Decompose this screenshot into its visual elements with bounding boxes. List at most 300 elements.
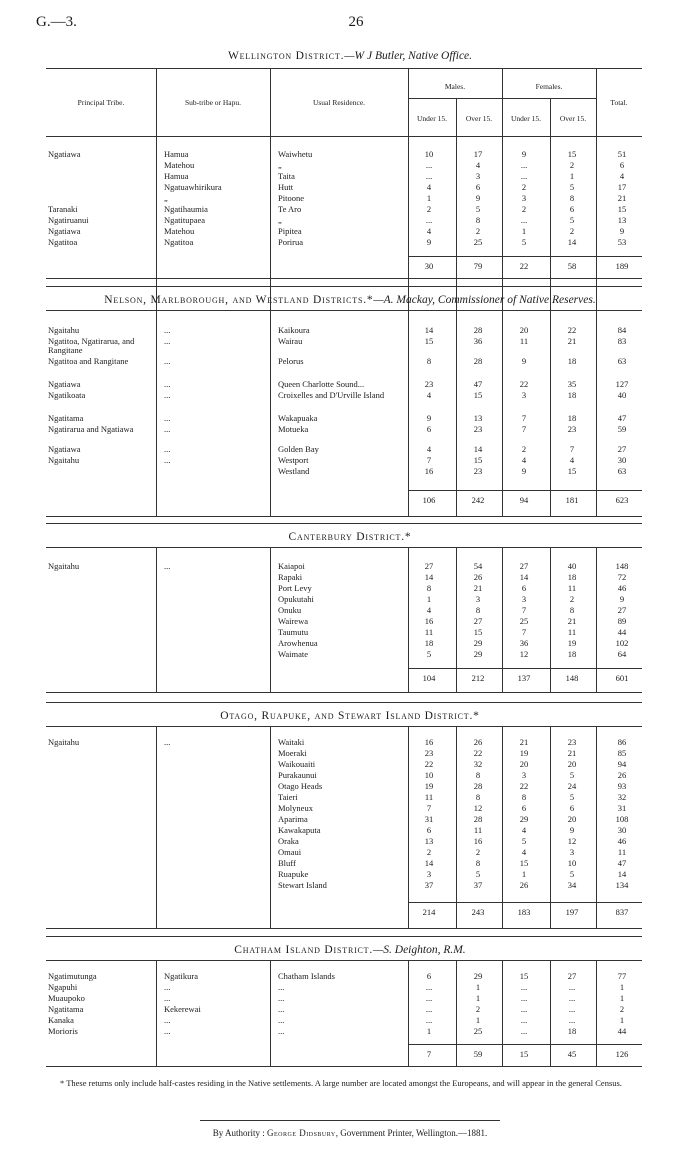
residence-cell: Westport: [278, 455, 309, 465]
females-under15-cell: 2: [521, 182, 527, 192]
females-over15-cell: 15: [567, 149, 577, 159]
females-under15-cell: 8: [521, 792, 527, 802]
females-over15-cell: 35: [567, 379, 577, 389]
females-under15-cell: 3: [521, 193, 527, 203]
residence-cell: Purakaunui: [278, 770, 317, 780]
hapu-cell: ...: [164, 325, 171, 335]
males-over15-cell: 6: [475, 182, 481, 192]
males-over15-cell: 29: [473, 971, 483, 981]
total-cell: 15: [617, 204, 627, 214]
residence-cell: Waimate: [278, 649, 308, 659]
table-row: [46, 205, 642, 214]
table-row: [46, 870, 642, 879]
residence-cell: Queen Charlotte Sound...: [278, 379, 365, 389]
males-under15-cell: 11: [424, 627, 434, 637]
males-under15-cell: 8: [426, 356, 432, 366]
males-under15-cell: 10: [424, 149, 434, 159]
total-cell: 85: [617, 748, 627, 758]
total-cell: 6: [619, 160, 625, 170]
section-title-wellington: Wellington District.—W J Butler, Native Office.: [227, 50, 473, 62]
males-over15-cell: 28: [473, 781, 483, 791]
table-row: [46, 782, 642, 791]
males-under15-cell: 31: [424, 814, 434, 824]
col-total: Total.: [610, 98, 628, 107]
females-over15-cell: 27: [567, 971, 577, 981]
hapu-cell: ...: [164, 413, 171, 423]
section-district: Chatham Island District.: [234, 944, 374, 956]
col-hapu: Sub-tribe or Hapu.: [184, 98, 242, 107]
table-row: [46, 595, 642, 604]
females-over15-cell: 18: [567, 413, 577, 423]
residence-cell: Oraka: [278, 836, 299, 846]
residence-cell: Taumutu: [278, 627, 309, 637]
males-over15-cell: 1: [475, 993, 481, 1003]
males-over15-cell: 1: [475, 982, 481, 992]
residence-cell: Wakapuaka: [278, 413, 318, 423]
hapu-cell: ...: [164, 993, 171, 1003]
residence-cell: ...: [278, 982, 285, 992]
table-row: [46, 826, 642, 835]
females-over15-cell: 12: [567, 836, 577, 846]
hapu-cell: ...: [164, 561, 171, 571]
residence-cell: Hutt: [278, 182, 294, 192]
table-row: [46, 628, 642, 637]
females-under15-cell: 27: [519, 561, 529, 571]
males-under15-cell: 23: [424, 379, 434, 389]
males-over15-cell: 2: [475, 847, 481, 857]
total-cell: 27: [617, 605, 627, 615]
males-under15-cell: 16: [424, 466, 434, 476]
total-cell: 26: [617, 770, 627, 780]
col-females: Females.: [535, 82, 563, 91]
females-under15-cell: 22: [519, 379, 529, 389]
females-under15-cell: 2: [521, 204, 527, 214]
total-cell: 108: [615, 814, 629, 824]
females-over15-cell: 9: [569, 825, 575, 835]
females-over15-cell: 20: [567, 814, 577, 824]
females-under15-cell: 15: [519, 858, 529, 868]
tribe-cell: Ngatitoa and Rangitane: [48, 356, 129, 366]
col-females-over15: Over 15.: [559, 114, 587, 123]
males-under15-cell: 1: [426, 193, 432, 203]
total-cell: 86: [617, 737, 627, 747]
table-row: [46, 227, 642, 236]
tribe-cell: Taranaki: [48, 204, 78, 214]
table-row: [46, 793, 642, 802]
females-over15-cell: 20: [567, 759, 577, 769]
hapu-cell: ...: [164, 455, 171, 465]
table-row: [46, 1027, 642, 1036]
males-under15-cell: 6: [426, 825, 432, 835]
females-under15-cell: ...: [520, 1004, 528, 1014]
table-row: [46, 1016, 642, 1025]
total-cell: 1: [619, 993, 625, 1003]
total-cell: 14: [617, 869, 627, 879]
tribe-cell: Ngatitoa: [48, 237, 78, 247]
table-row: [46, 650, 642, 659]
females-under15-cell: ...: [520, 1026, 528, 1036]
residence-cell: Motueka: [278, 424, 309, 434]
page-number: 26: [348, 14, 364, 30]
totals-row: [46, 1050, 642, 1059]
females-under15-cell: 19: [519, 748, 529, 758]
hapu-cell: ...: [164, 379, 171, 389]
males-over15-cell: 25: [473, 1026, 483, 1036]
table-row: [46, 639, 642, 648]
males-under15-cell: 7: [426, 803, 432, 813]
tribe-cell: Ngatiawa: [48, 379, 81, 389]
col-females-under15: Under 15.: [511, 114, 541, 123]
males-over15-total: 79: [473, 261, 483, 271]
table-row: [46, 606, 642, 615]
females-over15-cell: 8: [569, 193, 575, 203]
table-row: [46, 804, 642, 813]
residence-cell: Ruapuke: [278, 869, 309, 879]
residence-cell: Chatham Islands: [278, 971, 335, 981]
males-under15-cell: 1: [426, 594, 432, 604]
grand-total: 189: [615, 261, 629, 271]
males-over15-cell: 15: [473, 455, 483, 465]
females-under15-cell: ...: [520, 982, 528, 992]
males-over15-cell: 4: [475, 160, 481, 170]
females-under15-cell: 36: [519, 638, 529, 648]
total-cell: 94: [617, 759, 627, 769]
females-over15-cell: 6: [569, 204, 575, 214]
females-over15-cell: 14: [567, 237, 577, 247]
table-row: [46, 425, 642, 445]
females-under15-cell: 2: [521, 444, 527, 454]
total-cell: 53: [617, 237, 627, 247]
females-under15-cell: 7: [521, 627, 527, 637]
residence-cell: Port Levy: [278, 583, 312, 593]
females-over15-total: 45: [567, 1049, 577, 1059]
table-row: [46, 760, 642, 769]
females-under15-cell: 9: [521, 466, 527, 476]
residence-cell: Rapaki: [278, 572, 303, 582]
males-under15-cell: 11: [424, 792, 434, 802]
residence-cell: Arowhenua: [278, 638, 318, 648]
hapu-cell: ...: [164, 424, 171, 434]
total-cell: 30: [617, 825, 627, 835]
residence-cell: Stewart Island: [278, 880, 327, 890]
females-under15-total: 15: [519, 1049, 529, 1059]
section-title: [30, 710, 670, 722]
residence-cell: Opukutahi: [278, 594, 314, 604]
total-cell: 1: [619, 982, 625, 992]
males-under15-total: 104: [422, 673, 436, 683]
males-over15-cell: 32: [473, 759, 483, 769]
males-over15-cell: 22: [473, 748, 483, 758]
total-cell: 44: [617, 1026, 627, 1036]
total-cell: 51: [617, 149, 627, 159]
males-over15-cell: 13: [473, 413, 483, 423]
tribe-cell: Ngatiawa: [48, 444, 81, 454]
males-over15-cell: 26: [473, 737, 483, 747]
table-row: [46, 357, 642, 380]
females-over15-cell: 5: [569, 215, 575, 225]
tribe-cell: Morioris: [48, 1026, 78, 1036]
total-cell: 13: [617, 215, 627, 225]
totals-row: [46, 262, 642, 271]
females-over15-cell: 2: [569, 594, 575, 604]
males-over15-cell: 2: [475, 226, 481, 236]
females-over15-cell: ...: [568, 1015, 576, 1025]
table-row: [46, 738, 642, 747]
col-males-under15: Under 15.: [417, 114, 447, 123]
table-row: [46, 1005, 642, 1014]
col-males-over15: Over 15.: [465, 114, 493, 123]
residence-cell: „: [278, 215, 282, 225]
males-under15-cell: 4: [426, 226, 432, 236]
females-over15-cell: 18: [567, 1026, 577, 1036]
males-under15-cell: 27: [424, 561, 434, 571]
females-under15-total: 94: [519, 495, 529, 505]
females-over15-cell: 2: [569, 160, 575, 170]
females-over15-cell: 10: [567, 858, 577, 868]
males-under15-cell: 10: [424, 770, 434, 780]
residence-cell: ...: [278, 1004, 285, 1014]
total-cell: 63: [617, 466, 627, 476]
females-under15-cell: 12: [519, 649, 529, 659]
hapu-cell: Kekerewai: [164, 1004, 201, 1014]
section-officer: —S. Deighton, R.M.: [373, 944, 466, 956]
females-under15-cell: ...: [520, 993, 528, 1003]
total-cell: 32: [617, 792, 627, 802]
males-over15-cell: 8: [475, 215, 481, 225]
females-under15-cell: 11: [519, 336, 529, 346]
females-over15-cell: 5: [569, 770, 575, 780]
males-under15-cell: 18: [424, 638, 434, 648]
males-under15-cell: 9: [426, 237, 432, 247]
females-under15-cell: 6: [521, 583, 527, 593]
residence-cell: Otago Heads: [278, 781, 323, 791]
table-row: [46, 194, 642, 203]
residence-cell: Westland: [278, 466, 310, 476]
males-over15-cell: 1: [475, 1015, 481, 1025]
females-under15-cell: 6: [521, 803, 527, 813]
males-under15-cell: ...: [425, 160, 433, 170]
col-residence: Usual Residence.: [312, 98, 366, 107]
residence-cell: ...: [278, 1015, 285, 1025]
females-under15-cell: 20: [519, 325, 529, 335]
col-males: Males.: [444, 82, 466, 91]
residence-cell: Waitaki: [278, 737, 305, 747]
males-over15-cell: 25: [473, 237, 483, 247]
males-under15-cell: 23: [424, 748, 434, 758]
males-under15-cell: 4: [426, 390, 432, 400]
total-cell: 134: [615, 880, 629, 890]
table-row: [46, 848, 642, 857]
table-row: [46, 161, 642, 170]
residence-cell: Kawakaputa: [278, 825, 321, 835]
females-under15-cell: 1: [521, 869, 527, 879]
residence-cell: Pipitea: [278, 226, 302, 236]
table-row: [46, 172, 642, 181]
females-over15-total: 58: [567, 261, 577, 271]
total-cell: 27: [617, 444, 627, 454]
males-over15-cell: 5: [475, 204, 481, 214]
table-row: [46, 391, 642, 414]
females-over15-total: 148: [565, 673, 579, 683]
males-under15-cell: 19: [424, 781, 434, 791]
total-cell: 11: [617, 847, 627, 857]
hapu-cell: Ngatuawhirikura: [164, 182, 222, 192]
males-under15-cell: 14: [424, 325, 434, 335]
tribe-cell: Ngatiruanui: [48, 215, 89, 225]
table-row: [46, 467, 642, 476]
females-under15-cell: 25: [519, 616, 529, 626]
males-under15-cell: 16: [424, 616, 434, 626]
tribe-cell: Ngatikoata: [48, 390, 86, 400]
males-under15-cell: 6: [426, 424, 432, 434]
tribe-cell: Ngapuhi: [48, 982, 78, 992]
document-reference: G.—3.: [36, 14, 77, 30]
males-over15-total: 212: [471, 673, 485, 683]
males-under15-cell: ...: [425, 993, 433, 1003]
females-over15-cell: 15: [567, 466, 577, 476]
total-cell: 44: [617, 627, 627, 637]
males-under15-total: 214: [422, 907, 436, 917]
females-over15-cell: 24: [567, 781, 577, 791]
females-under15-cell: 15: [519, 971, 529, 981]
males-under15-total: 106: [422, 495, 436, 505]
males-over15-cell: 2: [475, 1004, 481, 1014]
females-over15-cell: 4: [569, 455, 575, 465]
table-row: [46, 326, 642, 335]
males-over15-total: 59: [473, 1049, 483, 1059]
females-under15-cell: 9: [521, 356, 527, 366]
hapu-cell: „: [164, 193, 168, 203]
tribe-cell: Ngaitahu: [48, 455, 80, 465]
males-over15-total: 242: [471, 495, 485, 505]
females-over15-cell: 11: [567, 583, 577, 593]
printer-imprint: By Authority : George Didsbury, Government Printer, Wellington.—1881.: [212, 1128, 488, 1138]
males-under15-cell: 8: [426, 583, 432, 593]
residence-cell: „: [278, 160, 282, 170]
males-under15-cell: 2: [426, 204, 432, 214]
males-under15-total: 7: [426, 1049, 432, 1059]
footnote: * These returns only include half-castes residing in the Native settlements. A large number are located amongst the Europeans, and will appear in the general Census.: [60, 1078, 622, 1088]
males-under15-cell: 2: [426, 847, 432, 857]
females-over15-cell: 34: [567, 880, 577, 890]
residence-cell: Porirua: [278, 237, 304, 247]
residence-cell: Pitoone: [278, 193, 304, 203]
table-row: [46, 749, 642, 758]
males-over15-cell: 26: [473, 572, 483, 582]
females-under15-cell: 3: [521, 390, 527, 400]
females-over15-cell: ...: [568, 993, 576, 1003]
males-over15-cell: 11: [473, 825, 483, 835]
tribe-cell: Ngatitama: [48, 413, 84, 423]
males-over15-cell: 8: [475, 792, 481, 802]
section-title: [30, 294, 670, 306]
females-over15-cell: 8: [569, 605, 575, 615]
totals-row: [46, 674, 642, 683]
males-under15-cell: ...: [425, 1015, 433, 1025]
total-cell: 127: [615, 379, 629, 389]
hapu-cell: ...: [164, 982, 171, 992]
males-over15-cell: 15: [473, 390, 483, 400]
tribe-cell: Ngaitahu: [48, 325, 80, 335]
total-cell: 46: [617, 836, 627, 846]
females-over15-cell: 18: [567, 572, 577, 582]
females-under15-cell: 22: [519, 781, 529, 791]
tribe-cell: Ngaitahu: [48, 561, 80, 571]
residence-cell: Wairau: [278, 336, 303, 346]
females-under15-cell: 4: [521, 455, 527, 465]
males-over15-cell: 12: [473, 803, 483, 813]
males-over15-cell: 21: [473, 583, 483, 593]
males-under15-cell: 7: [426, 455, 432, 465]
tribe-cell: Ngatiawa: [48, 149, 81, 159]
tribe-cell: Ngatimutunga: [48, 971, 97, 981]
table-row: [46, 414, 642, 423]
males-over15-cell: 47: [473, 379, 483, 389]
residence-cell: Aparima: [278, 814, 308, 824]
females-under15-cell: 3: [521, 594, 527, 604]
females-over15-cell: 5: [569, 792, 575, 802]
females-under15-cell: 7: [521, 424, 527, 434]
females-over15-cell: 21: [567, 748, 577, 758]
table-row: [46, 771, 642, 780]
males-under15-cell: 14: [424, 572, 434, 582]
table-row: [46, 859, 642, 868]
females-over15-cell: 2: [569, 226, 575, 236]
hapu-cell: ...: [164, 356, 171, 366]
females-under15-cell: 7: [521, 605, 527, 615]
females-over15-cell: 6: [569, 803, 575, 813]
females-under15-cell: ...: [520, 1015, 528, 1025]
males-under15-cell: 37: [424, 880, 434, 890]
total-cell: 4: [619, 171, 625, 181]
females-under15-cell: 3: [521, 770, 527, 780]
grand-total: 126: [615, 1049, 629, 1059]
residence-cell: Wairewa: [278, 616, 308, 626]
tribe-cell: Ngatitoa, Ngatirarua, and Rangitane: [48, 336, 135, 355]
table-row: [46, 380, 642, 389]
total-cell: 64: [617, 649, 627, 659]
total-cell: 31: [617, 803, 627, 813]
females-over15-cell: 21: [567, 336, 577, 346]
total-cell: 9: [619, 594, 625, 604]
females-under15-cell: ...: [520, 171, 528, 181]
hapu-cell: Ngatitupaea: [164, 215, 206, 225]
section-district: Nelson, Marlborough, and Westland Districts.*: [104, 294, 374, 306]
males-over15-cell: 29: [473, 638, 483, 648]
residence-cell: Golden Bay: [278, 444, 319, 454]
males-under15-cell: 14: [424, 858, 434, 868]
residence-cell: Omaui: [278, 847, 302, 857]
residence-cell: Pelorus: [278, 356, 304, 366]
males-under15-cell: 15: [424, 336, 434, 346]
residence-cell: Bluff: [278, 858, 296, 868]
females-under15-cell: 5: [521, 237, 527, 247]
females-under15-cell: ...: [520, 160, 528, 170]
females-under15-cell: 29: [519, 814, 529, 824]
total-cell: 47: [617, 413, 627, 423]
males-under15-cell: 22: [424, 759, 434, 769]
females-over15-total: 197: [565, 907, 579, 917]
females-under15-cell: ...: [520, 215, 528, 225]
males-over15-cell: 5: [475, 869, 481, 879]
males-over15-cell: 28: [473, 325, 483, 335]
tribe-cell: Ngatitama: [48, 1004, 84, 1014]
hapu-cell: Ngatitoa: [164, 237, 194, 247]
residence-cell: Onuku: [278, 605, 302, 615]
males-under15-cell: 5: [426, 649, 432, 659]
table-row: [46, 456, 642, 465]
females-over15-cell: 18: [567, 356, 577, 366]
